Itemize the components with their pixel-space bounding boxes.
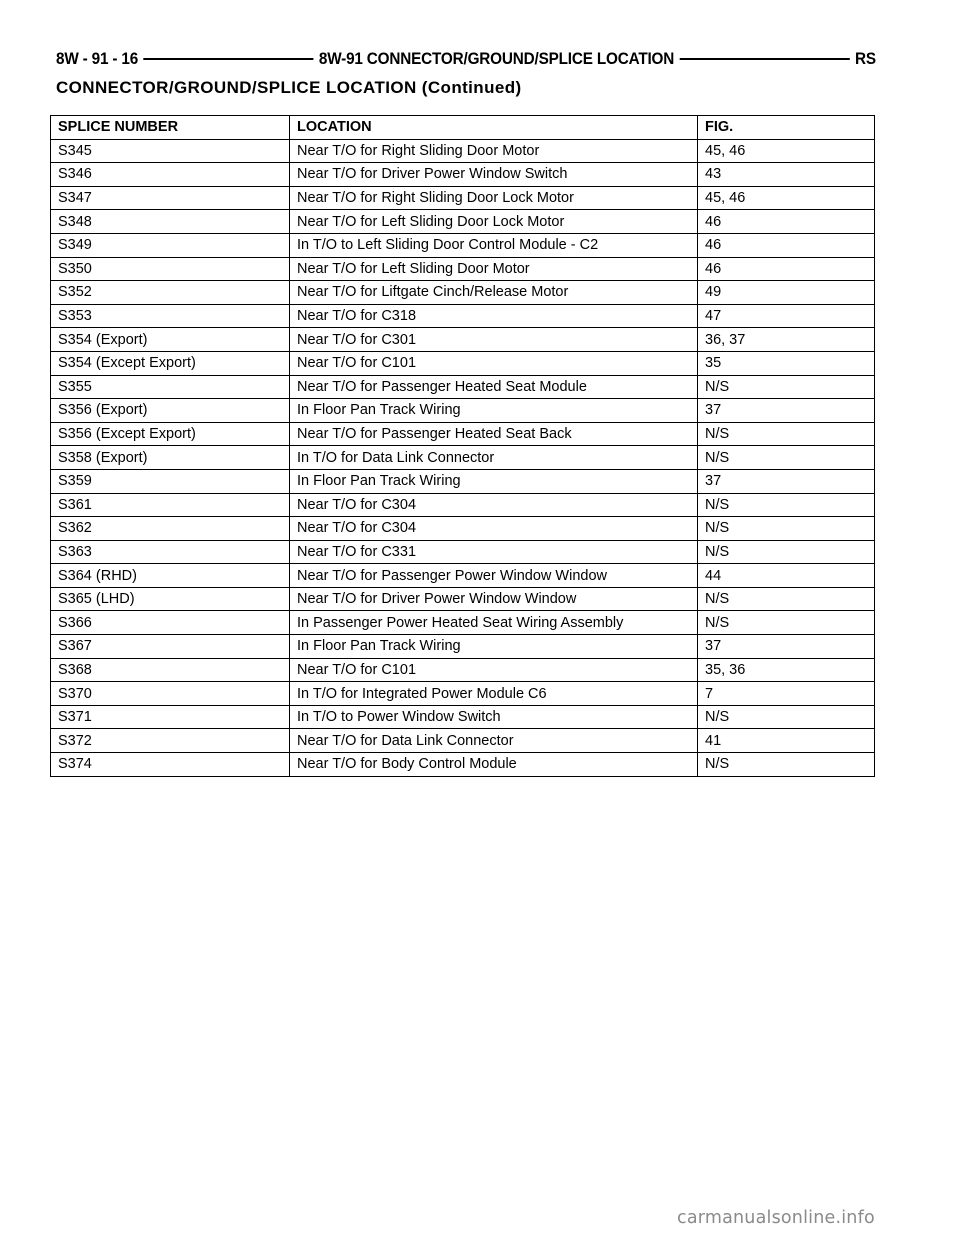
cell-fig: 49 bbox=[698, 281, 875, 305]
cell-fig: 35, 36 bbox=[698, 658, 875, 682]
column-header-splice-number: SPLICE NUMBER bbox=[51, 116, 290, 140]
cell-fig: 37 bbox=[698, 399, 875, 423]
cell-splice-number: S348 bbox=[51, 210, 290, 234]
cell-fig: 46 bbox=[698, 210, 875, 234]
cell-location: Near T/O for Liftgate Cinch/Release Motor bbox=[290, 281, 698, 305]
table-row bbox=[51, 281, 875, 305]
cell-fig: 46 bbox=[698, 233, 875, 257]
cell-splice-number: S374 bbox=[51, 753, 290, 777]
table-row bbox=[51, 304, 875, 328]
cell-location: Near T/O for C304 bbox=[290, 517, 698, 541]
cell-location: Near T/O for C331 bbox=[290, 540, 698, 564]
cell-fig: N/S bbox=[698, 422, 875, 446]
page-header bbox=[56, 47, 876, 71]
cell-fig: N/S bbox=[698, 493, 875, 517]
cell-location: Near T/O for Left Sliding Door Lock Motor bbox=[290, 210, 698, 234]
cell-location: Near T/O for Passenger Heated Seat Module bbox=[290, 375, 698, 399]
cell-splice-number: S366 bbox=[51, 611, 290, 635]
cell-fig: N/S bbox=[698, 446, 875, 470]
cell-splice-number: S372 bbox=[51, 729, 290, 753]
cell-fig: N/S bbox=[698, 753, 875, 777]
table-row bbox=[51, 469, 875, 493]
cell-splice-number: S352 bbox=[51, 281, 290, 305]
table-row bbox=[51, 375, 875, 399]
table-row bbox=[51, 705, 875, 729]
cell-fig: 37 bbox=[698, 469, 875, 493]
cell-fig: 45, 46 bbox=[698, 139, 875, 163]
cell-location: Near T/O for C304 bbox=[290, 493, 698, 517]
cell-location: Near T/O for C101 bbox=[290, 351, 698, 375]
cell-fig: 7 bbox=[698, 682, 875, 706]
cell-location: Near T/O for Driver Power Window Switch bbox=[290, 163, 698, 187]
chapter-title: 8W-91 CONNECTOR/GROUND/SPLICE LOCATION bbox=[318, 49, 675, 68]
table-row bbox=[51, 517, 875, 541]
cell-splice-number: S355 bbox=[51, 375, 290, 399]
cell-splice-number: S361 bbox=[51, 493, 290, 517]
table-row bbox=[51, 163, 875, 187]
cell-splice-number: S364 (RHD) bbox=[51, 564, 290, 588]
table-row bbox=[51, 658, 875, 682]
cell-splice-number: S368 bbox=[51, 658, 290, 682]
cell-splice-number: S365 (LHD) bbox=[51, 587, 290, 611]
cell-fig: 45, 46 bbox=[698, 186, 875, 210]
table-row bbox=[51, 139, 875, 163]
section-title: CONNECTOR/GROUND/SPLICE LOCATION (Continued) bbox=[56, 78, 522, 97]
cell-fig: 43 bbox=[698, 163, 875, 187]
cell-splice-number: S354 (Except Export) bbox=[51, 351, 290, 375]
cell-splice-number: S354 (Export) bbox=[51, 328, 290, 352]
cell-splice-number: S356 (Except Export) bbox=[51, 422, 290, 446]
cell-location: Near T/O for Passenger Power Window Window bbox=[290, 564, 698, 588]
cell-splice-number: S350 bbox=[51, 257, 290, 281]
cell-splice-number: S363 bbox=[51, 540, 290, 564]
cell-splice-number: S358 (Export) bbox=[51, 446, 290, 470]
table-body bbox=[51, 139, 875, 776]
cell-fig: 47 bbox=[698, 304, 875, 328]
cell-location: In T/O to Left Sliding Door Control Module - C2 bbox=[290, 233, 698, 257]
cell-fig: 46 bbox=[698, 257, 875, 281]
cell-location: In T/O for Integrated Power Module C6 bbox=[290, 682, 698, 706]
cell-fig: N/S bbox=[698, 540, 875, 564]
cell-location: In Floor Pan Track Wiring bbox=[290, 399, 698, 423]
table-header-row bbox=[51, 116, 875, 140]
table-row bbox=[51, 399, 875, 423]
table-row bbox=[51, 753, 875, 777]
cell-location: Near T/O for C301 bbox=[290, 328, 698, 352]
cell-location: Near T/O for C318 bbox=[290, 304, 698, 328]
cell-splice-number: S346 bbox=[51, 163, 290, 187]
table-row bbox=[51, 210, 875, 234]
table-row bbox=[51, 635, 875, 659]
cell-fig: N/S bbox=[698, 705, 875, 729]
page-number: 8W - 91 - 16 bbox=[56, 49, 139, 68]
header-rule-left bbox=[143, 58, 313, 60]
table-row bbox=[51, 493, 875, 517]
table-row bbox=[51, 729, 875, 753]
splice-location-table bbox=[50, 115, 875, 777]
table-row bbox=[51, 564, 875, 588]
cell-splice-number: S345 bbox=[51, 139, 290, 163]
cell-location: Near T/O for Data Link Connector bbox=[290, 729, 698, 753]
table-row bbox=[51, 587, 875, 611]
cell-splice-number: S367 bbox=[51, 635, 290, 659]
cell-fig: N/S bbox=[698, 517, 875, 541]
table-row bbox=[51, 540, 875, 564]
cell-location: Near T/O for Right Sliding Door Motor bbox=[290, 139, 698, 163]
table-row bbox=[51, 422, 875, 446]
column-header-location: LOCATION bbox=[290, 116, 698, 140]
cell-splice-number: S370 bbox=[51, 682, 290, 706]
cell-location: Near T/O for Right Sliding Door Lock Motor bbox=[290, 186, 698, 210]
cell-splice-number: S353 bbox=[51, 304, 290, 328]
cell-location: Near T/O for Driver Power Window Window bbox=[290, 587, 698, 611]
cell-location: In T/O for Data Link Connector bbox=[290, 446, 698, 470]
cell-fig: N/S bbox=[698, 611, 875, 635]
cell-splice-number: S356 (Export) bbox=[51, 399, 290, 423]
cell-location: In Floor Pan Track Wiring bbox=[290, 469, 698, 493]
cell-splice-number: S362 bbox=[51, 517, 290, 541]
cell-fig: N/S bbox=[698, 587, 875, 611]
cell-location: Near T/O for Left Sliding Door Motor bbox=[290, 257, 698, 281]
table-row bbox=[51, 682, 875, 706]
cell-fig: 36, 37 bbox=[698, 328, 875, 352]
cell-splice-number: S359 bbox=[51, 469, 290, 493]
cell-splice-number: S347 bbox=[51, 186, 290, 210]
model-code: RS bbox=[855, 49, 876, 68]
table-row bbox=[51, 611, 875, 635]
cell-splice-number: S349 bbox=[51, 233, 290, 257]
cell-fig: 44 bbox=[698, 564, 875, 588]
header-rule-right bbox=[680, 58, 850, 60]
table-row bbox=[51, 257, 875, 281]
table-row bbox=[51, 351, 875, 375]
table-row bbox=[51, 233, 875, 257]
cell-location: In Floor Pan Track Wiring bbox=[290, 635, 698, 659]
cell-location: In T/O to Power Window Switch bbox=[290, 705, 698, 729]
cell-fig: 35 bbox=[698, 351, 875, 375]
cell-location: Near T/O for C101 bbox=[290, 658, 698, 682]
cell-fig: 41 bbox=[698, 729, 875, 753]
cell-fig: 37 bbox=[698, 635, 875, 659]
table-row bbox=[51, 186, 875, 210]
cell-location: In Passenger Power Heated Seat Wiring Assembly bbox=[290, 611, 698, 635]
column-header-fig: FIG. bbox=[698, 116, 875, 140]
table-row bbox=[51, 328, 875, 352]
watermark: carmanualsonline.info bbox=[677, 1208, 875, 1228]
cell-fig: N/S bbox=[698, 375, 875, 399]
cell-location: Near T/O for Body Control Module bbox=[290, 753, 698, 777]
cell-location: Near T/O for Passenger Heated Seat Back bbox=[290, 422, 698, 446]
cell-splice-number: S371 bbox=[51, 705, 290, 729]
table-row bbox=[51, 446, 875, 470]
